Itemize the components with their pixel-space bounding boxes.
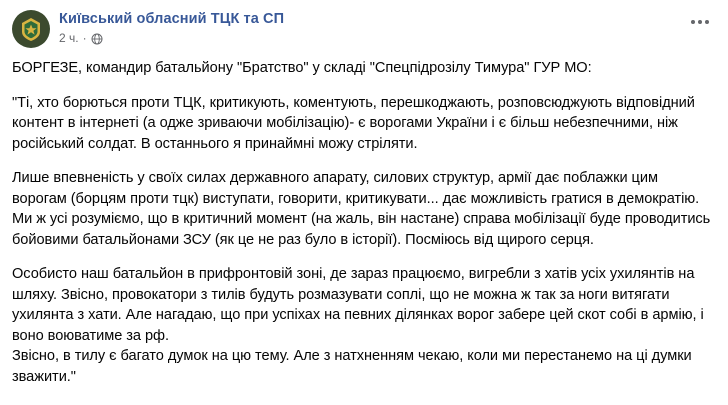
post-paragraph: Звісно, в тилу є багато думок на цю тему. Але з натхненням чекаю, коли ми перестанемо на ці думки зважити."	[12, 348, 692, 385]
ellipsis-icon	[705, 20, 709, 24]
post-paragraph: Лише впевненість у своїх силах державного апарату, силових структур, армії дає поблажки цим ворогам (борцям проти тцк) виступати, говорити, критикувати... дає можливість гратися в демократію. Ми ж усі розуміємо, що в критичний момент (на жаль, він настане) справа мобілізації буде проводитись бойовими батальйонами ЗСУ (як це не раз було в історії). Посміюсь від щирого серця.	[12, 170, 711, 248]
post-timestamp[interactable]: 2 ч.	[59, 31, 79, 45]
ellipsis-icon	[698, 20, 702, 24]
meta-separator: ·	[82, 31, 87, 45]
post-meta	[59, 31, 284, 45]
ellipsis-icon	[691, 20, 695, 24]
post-paragraph: "Ті, хто борються проти ТЦК, критикують, коментують, перешкоджають, розповсюджують відповідний контент в інтернеті (а одже зриваючи мобілізацію)- є ворогами України і є більш небезпечними, ніж російський солдат. В останнього я принаймні можу стріляти.	[12, 94, 695, 152]
globe-icon	[91, 32, 103, 44]
military-emblem-icon	[16, 14, 46, 44]
post-paragraph: Особисто наш батальйон в прифронтовій зоні, де зараз працюємо, вигребли з хатів усіх ухилянтів на шляху. Звісно, провокатори з тилів будуть розмазувати соплі, що не можна ж так за ноги витягати ухилянта з хати. Але нагадаю, що при успіхах на певних ділянках ворог забере цей скот собі в армію, і воно воюватиме за рф.	[12, 266, 704, 344]
post-author-block	[59, 10, 284, 45]
post-paragraph: БОРГЕЗЕ, командир батальйону "Братство" у складі "Спецпідрозілу Тимура" ГУР МО:	[12, 60, 592, 76]
page-name[interactable]: Київський обласний ТЦК та СП	[59, 11, 285, 27]
avatar[interactable]	[12, 10, 50, 48]
post-header	[12, 10, 716, 48]
post-body	[12, 58, 716, 387]
post-options-button[interactable]	[686, 12, 714, 32]
